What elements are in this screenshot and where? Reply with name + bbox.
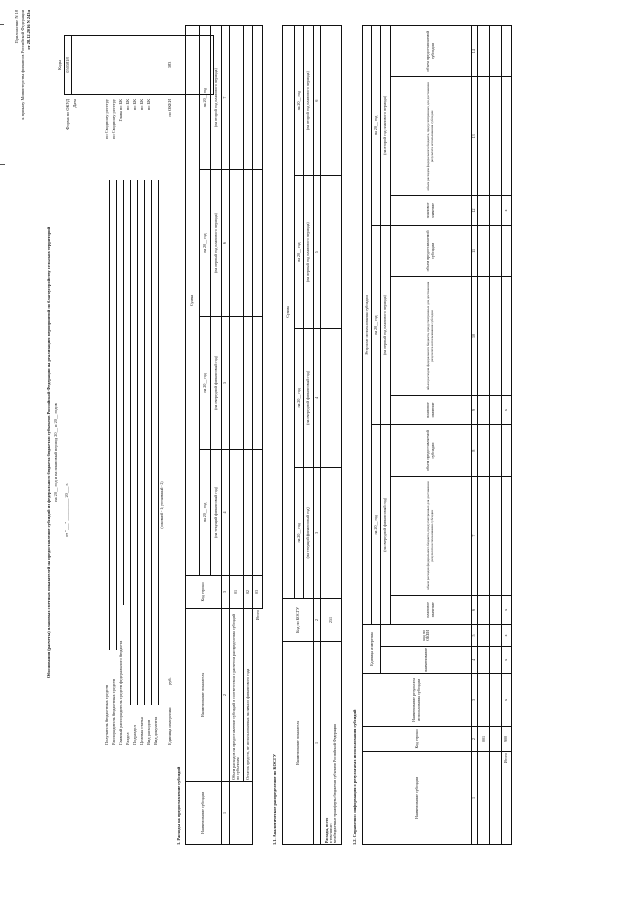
table-row: Объем расходов на предоставление субсидий в соответствии с расчетом распределения субсидий по субъектам 01 (230, 26, 244, 845)
table-row (490, 26, 502, 845)
section12-table: Наименование субсидии Код строки Наименование результата использования субсидии Единица измерения Результат использования субсидии на 20__ год на 20__ год на 20__ год наименование код по ОКЕИ (на очередной финансовый год) (на первый год планового периода) (на второй год планового периода) плановое значение объем расходов федерального бюджета, предусмотренных для достижения результата использования субсидии объем предоставляемой субсидии плановое значение объем расходов федерального бюджета, предусмотренных для достижения результата использования субсидии объем предоставляемой субсидии плановое значение объем расходов федерального бюджета, предусмотренных для достижения результата использования субсидии объем предоставляемой субсидии 1 2 3 4 5 6 7 8 9 10 11 12 13 14 001 Итого 900 x x x x x x (362, 25, 512, 845)
scan-mark (0, 24, 4, 25)
section11-table: Наименование показателя Код по КОСГУ Сумма на 20__ год на 20__ год на 20__ год на 20__ год (на текущий финансовый год) (на очередной финансовый год) (на первый год планового периода) (на второй год планового периода) 1 2 3 4 5 6 Расходы, всего в том числе: межбюджетные трансферты бюджетам субъектов Российской Федерации 251 (282, 25, 342, 845)
section12-title: 1.2. Справочно: информация о результатах использования субсидий (352, 709, 357, 845)
table-row: Расходы, всего в том числе: межбюджетные трансферты бюджетам субъектов Российской Федерации 251 (320, 26, 341, 845)
label-main-distributor: Главный распорядитель средств федерального бюджета (118, 640, 123, 745)
label-expense-type: Вид расходов (146, 719, 151, 745)
date-label: Дата (72, 99, 77, 108)
label-recipient: Получатель бюджетных средств (104, 684, 109, 745)
scan-mark (0, 164, 5, 165)
table-row-total: Итого 900 x x x x x x (501, 26, 511, 845)
okei-code: 383 (167, 61, 172, 69)
column-numbers: 1 2 3 4 5 6 7 (221, 26, 229, 845)
table-row: 001 (478, 26, 490, 845)
unit-value: руб. (167, 677, 172, 685)
appendix-line-3: от 28.12.2016 N 243н (26, 10, 31, 50)
section1-title: 1. Расходы на предоставление субсидий (176, 766, 181, 845)
label-target-article: Целевая статья (139, 716, 144, 745)
doc-type-hint: (основной - 1; уточненный - 2) (160, 481, 164, 529)
table-row-total: Итого 03 (253, 26, 263, 845)
okei-label: по ОКЕИ (167, 99, 172, 117)
sum-header: Сумма (186, 26, 200, 576)
label-unit: Единица измерения: (167, 706, 172, 745)
label-distributor: Распорядитель бюджетных средств (111, 678, 116, 745)
label-document-type: Вид документа (153, 716, 158, 745)
col-code: Код строки (186, 576, 222, 609)
report-date-line: от "___" __________ 20___ г. (64, 483, 69, 537)
form-label: Форма по ОКУД (65, 99, 70, 130)
section11-title: 1.1. Аналитическое распределение по КОСГУ (272, 753, 277, 845)
label-subsection: Подраздел (132, 725, 137, 745)
form-code: 0505818 (65, 57, 70, 73)
section1-table: Наименование субсидии Наименование показателя Код строки Сумма на 20__ год на 20__ год на 20__ год на 20__ год (на текущий финансовый год) (на очередной финансовый год) (на первый год планового периода) (на второй год планового периода) 1 2 3 4 5 6 7 Объем расходов на предоставление субсидий в соответствии с расчетом распределения субсидий по субъектам 01 Остаток средств, не использованных на начало финансового года 02 Итого 03 (185, 25, 263, 845)
col-subsidy-name: Наименование субсидии (186, 782, 222, 845)
rotated-form-sheet: Приложение N 18 к приказу Министерства финансов Российской Федерации от 28.12.2016 N 243н Обоснования (расчеты) плановых сметных показателей на предоставление субсидий из федерального бюджета бюджетам субъектов Российской Федерации на реализацию мероприятий по благоустройству сельских территорий на 20__ год и на плановый период 20__ и 20__ годов от "___" __________ 20___ г. Коды 0505818 Форма по ОКУД Дата Получатель бюджетных средств Распорядитель бюджетных средств Главный распорядитель средств федерального бюджета Раздел Подраздел Целевая статья Вид расходов Вид документа Единица измерения: руб. (основной - 1; уточненный - 2) по Сводному реестру по Сводному реестру Глава по БК по БК по БК по БК по БК по ОКЕИ 383 1. Расходы на предоставление субсидий Наименование субсидии Наименование показателя Код строки Сумма на 20__ год на 20__ год на 20__ год на 20__ год (на текущий финансовый год) (на очередной финансовый год) (на первый год планового периода) (на второй год планового периода) 1 2 3 4 5 6 7 Объем расходов на предоставление субсидий в соответствии с расчетом распределения субсидий по субъектам 01 Остаток средств, не использованных на начало финансового года 02 Итого 03 1.1. Аналитическое распределение по КОСГУ Наименование показателя Код по КОСГУ Сумма на 20__ год на 20__ год на 20__ год на 20__ год (на текущий финансовый год) (на очередной финансовый год) (на первый год планового периода) (на второй год планового периода) 1 2 3 4 5 6 Расходы, всего в том числе: межбюджетные трансферты бюджетам субъектов Российской Федерации 251 1.2. Справочно: информация о результатах использования субсидий Наименование субсидии Код строки Наименование результата использования субсидии Единица измерения Результат использования субсидии на 20__ год на 20__ год на 20__ год наименование код по ОКЕИ (на очередной финансовый год) (на первый год планового периода) (на второй год планового периода) плановое значение объем расходов федерального бюджета, предусмотренных для достижения результата использования субсидии объем предоставляемой субсидии плановое значение объем расходов федерального бюджета, предусмотренных для достижения результата использования субсидии объем предоставляемой субсидии плановое значение объем расходов федерального бюджета, предусмотренных для достижения результата использования субсидии объем предоставляемой субсидии 1 2 3 4 5 6 7 8 9 10 11 12 13 14 001 Итого 900 x x x x x x (0, 0, 640, 905)
appendix-line-1: Приложение N 18 (14, 10, 19, 44)
label-section: Раздел (125, 732, 130, 745)
report-period: на 20__ год и на плановый период 20__ и 20__ годов (53, 403, 58, 502)
appendix-line-2: к приказу Министерства финансов Российской Федерации (20, 10, 25, 120)
table-row: Остаток средств, не использованных на начало финансового года 02 (243, 26, 253, 845)
report-title: Обоснования (расчеты) плановых сметных показателей на предоставление субсидий из федерального бюджета бюджетам субъектов Российской Федерации на реализацию мероприятий по благоустройству сельских территорий (46, 226, 51, 679)
codes-header: Коды (57, 60, 62, 70)
col-indicator: Наименование показателя (186, 609, 222, 782)
